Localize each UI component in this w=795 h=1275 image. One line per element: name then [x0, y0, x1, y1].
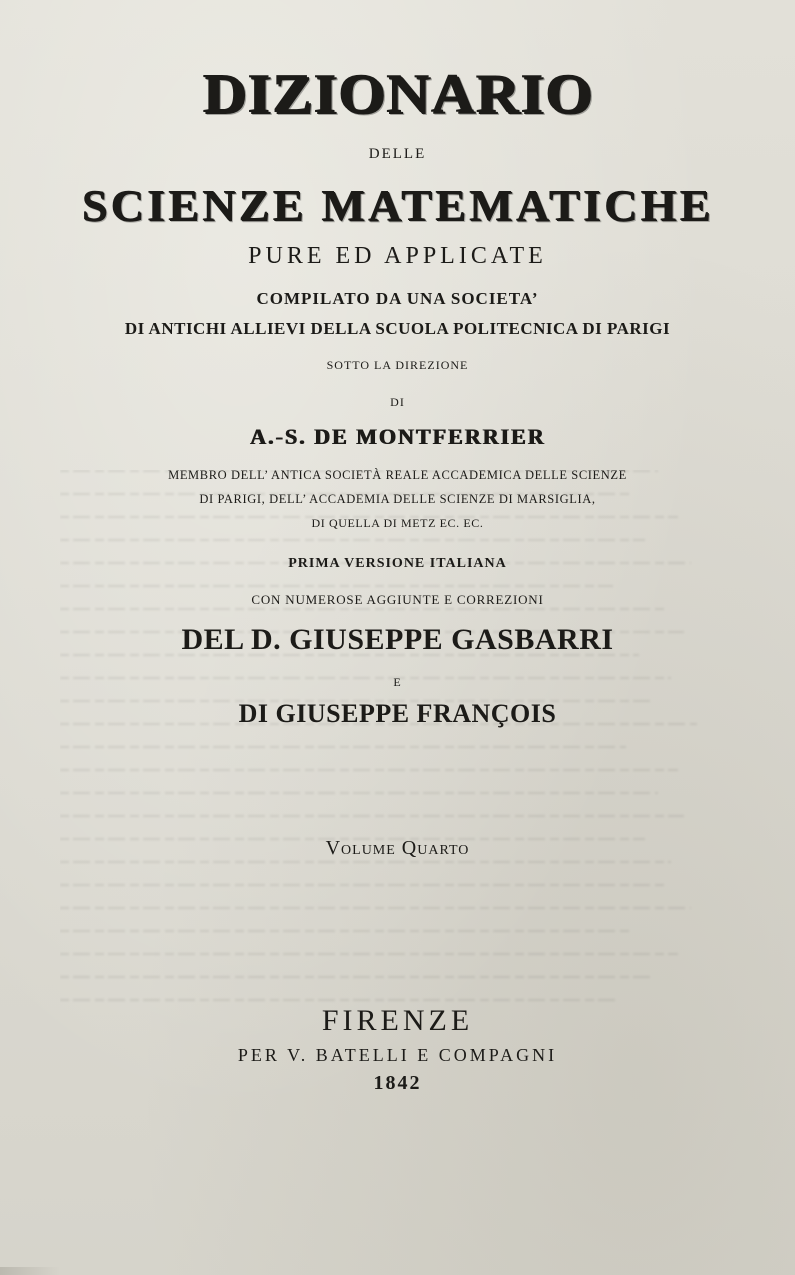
- publisher-line: PER V. BATELLI E COMPAGNI: [237, 1045, 558, 1065]
- metz-line: DI QUELLA DI METZ EC. EC.: [311, 516, 484, 530]
- main-title: DIZIONARIO: [202, 63, 593, 125]
- translator-gasbarri: DEL D. GIUSEPPE GASBARRI: [181, 623, 614, 656]
- translator-francois: DI GIUSEPPE FRANÇOIS: [238, 699, 557, 728]
- e-line: E: [393, 675, 402, 689]
- sotto-line: SOTTO LA DIREZIONE: [326, 358, 469, 372]
- parigi-line: DI PARIGI, DELL’ ACCADEMIA DELLE SCIENZE DI MARSIGLIA,: [199, 492, 596, 506]
- volume-line: Volume Quarto: [325, 837, 470, 859]
- prima-versione-line: PRIMA VERSIONE ITALIANA: [288, 556, 507, 571]
- con-aggiunte-line: CON NUMEROSE AGGIUNTE E CORREZIONI: [251, 592, 544, 607]
- city-line: FIRENZE: [321, 1004, 474, 1037]
- compilato-line: COMPILATO DA UNA SOCIETA’: [256, 289, 539, 308]
- year-line: 1842: [373, 1072, 422, 1094]
- antichi-line: DI ANTICHI ALLIEVI DELLA SCUOLA POLITECNICA DI PARIGI: [124, 319, 671, 338]
- membro-line: MEMBRO DELL’ ANTICA SOCIETÀ REALE ACCADEMICA DELLE SCIENZE: [168, 468, 627, 482]
- pure-line: PURE ED APPLICATE: [248, 243, 547, 269]
- corner-smudge: [0, 1267, 60, 1275]
- subtitle: SCIENZE MATEMATICHE: [81, 181, 714, 230]
- di-line: DI: [390, 395, 405, 409]
- delle-line: DELLE: [368, 146, 427, 162]
- author-name: A.-S. DE MONTFERRIER: [249, 424, 546, 449]
